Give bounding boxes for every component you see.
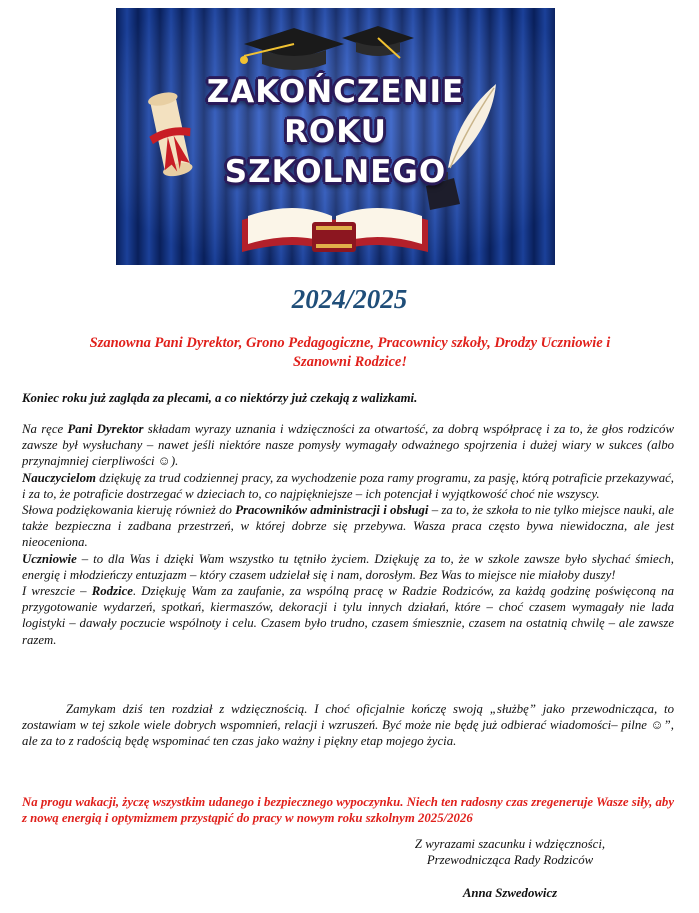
banner-title-line1: ZAKOŃCZENIE <box>206 74 465 110</box>
thanks-section <box>22 421 674 648</box>
signature-name: Anna Szwedowicz <box>462 886 558 900</box>
greeting-line2: Szanowni Rodzice! <box>292 354 408 370</box>
students-text: – to dla Was i dzięki Wam wszystko tu tętniło życiem. Dziękuję za to, że w szkole zawsze było słychać śmiech, energię i młodzieńczy entuzjazm – który czasem udzielał się i nam, dorosłym. Bez Was to miejsce nie miałoby duszy! <box>22 551 674 582</box>
paragraph-parents <box>22 583 674 648</box>
staff-prefix: Słowa podziękowania kieruję również do <box>22 503 236 518</box>
paragraph-teachers <box>22 470 674 502</box>
students-bold: Uczniowie <box>22 551 77 566</box>
greeting <box>30 334 670 372</box>
intro-line <box>22 390 674 406</box>
director-text: składam wyrazy uznania i wdzięczności za otwartość, za dobrą współpracę i za to, że głos rodziców zawsze był wysłuchany – nawet jeśli niektóre nasze pomysły wymagały odważnego spojrzenia i dużej wiary w sukces (albo przynajmniej cierpliwości ☺). <box>22 422 674 469</box>
closing-section <box>22 701 674 750</box>
staff-text: – za to, że szkoła to nie tylko miejsce nauki, ale także bezpieczna i zadbana przestrzeń, w której dobrze się przebywa. Wasza praca często bywa niewidoczna, ale jest nieoceniona. <box>22 503 674 550</box>
parents-bold: Rodzice <box>91 584 133 599</box>
intro-text: Koniec roku już zagląda za plecami, a co niektórzy już czekają z walizkami. <box>22 391 418 405</box>
signature-block <box>380 836 640 868</box>
school-year-heading: 2024/2025 <box>291 284 408 314</box>
banner-title-line2: ROKU <box>284 114 387 150</box>
parents-text: . Dziękuję Wam za zaufanie, za wspólną pracę w Radzie Rodziców, za każdą godzinę poświęconą na przygotowanie wydarzeń, spotkań, kiermaszów, dekoracji i tylu innych działań, które – choć czasem wymagały nie lada logistyki – dawały poczucie wspólnoty i celu. Czasem było trudno, czasem śmiesznie, czasem na ostatnią chwilę – ale zawsze razem. <box>22 584 674 647</box>
director-bold: Pani Dyrektor <box>67 422 144 436</box>
parents-prefix: I wreszcie – <box>22 584 92 599</box>
banner-image <box>116 8 555 265</box>
signature-line1: Z wyrazami szacunku i wdzięczności, <box>414 837 606 851</box>
wishes-text: Na progu wakacji, życzę wszystkim udanego i bezpiecznego wypoczynku. Niech ten radosny czas zregeneruje Wasze siły, aby z nową energią i optymizmem przystąpić do pracy w nowym roku szkolnym 2025/2026 <box>22 795 674 826</box>
director-prefix: Na ręce <box>22 422 68 436</box>
wishes-section <box>22 794 674 826</box>
paragraph-director <box>22 421 674 470</box>
greeting-line1: Szanowna Pani Dyrektor, Grono Pedagogiczne, Pracownicy szkoły, Drodzy Uczniowie i <box>89 335 611 351</box>
staff-bold: Pracowników administracji i obsługi <box>235 503 429 518</box>
teachers-bold: Nauczycielom <box>22 470 96 485</box>
paragraph-students <box>22 551 674 583</box>
banner-title-line3: SZKOLNEGO <box>224 154 447 190</box>
closing-text: Zamykam dziś ten rozdział z wdzięcznością. I choć oficjalnie kończę swoją „służbę” jako przewodnicząca, to zostawiam w tej szkole wiele dobrych wspomnień, relacji i wzruszeń. Być może nie będę już odbierać wiadomości– pilne ☺”, ale za to z radością będę wspominać ten czas jako ważny i piękny etap mojego życia. <box>22 702 674 749</box>
teachers-text: dziękuję za trud codziennej pracy, za wychodzenie poza ramy programu, za pasję, którą potraficie przekazywać, i za to, że potraficie dostrzegać w dzieciach to, co najpiękniejsze – ich potencjał i wyjątkowość choć nie wszyscy. <box>22 470 674 501</box>
paragraph-staff <box>22 502 674 551</box>
signature-line2: Przewodnicząca Rady Rodziców <box>426 853 594 867</box>
